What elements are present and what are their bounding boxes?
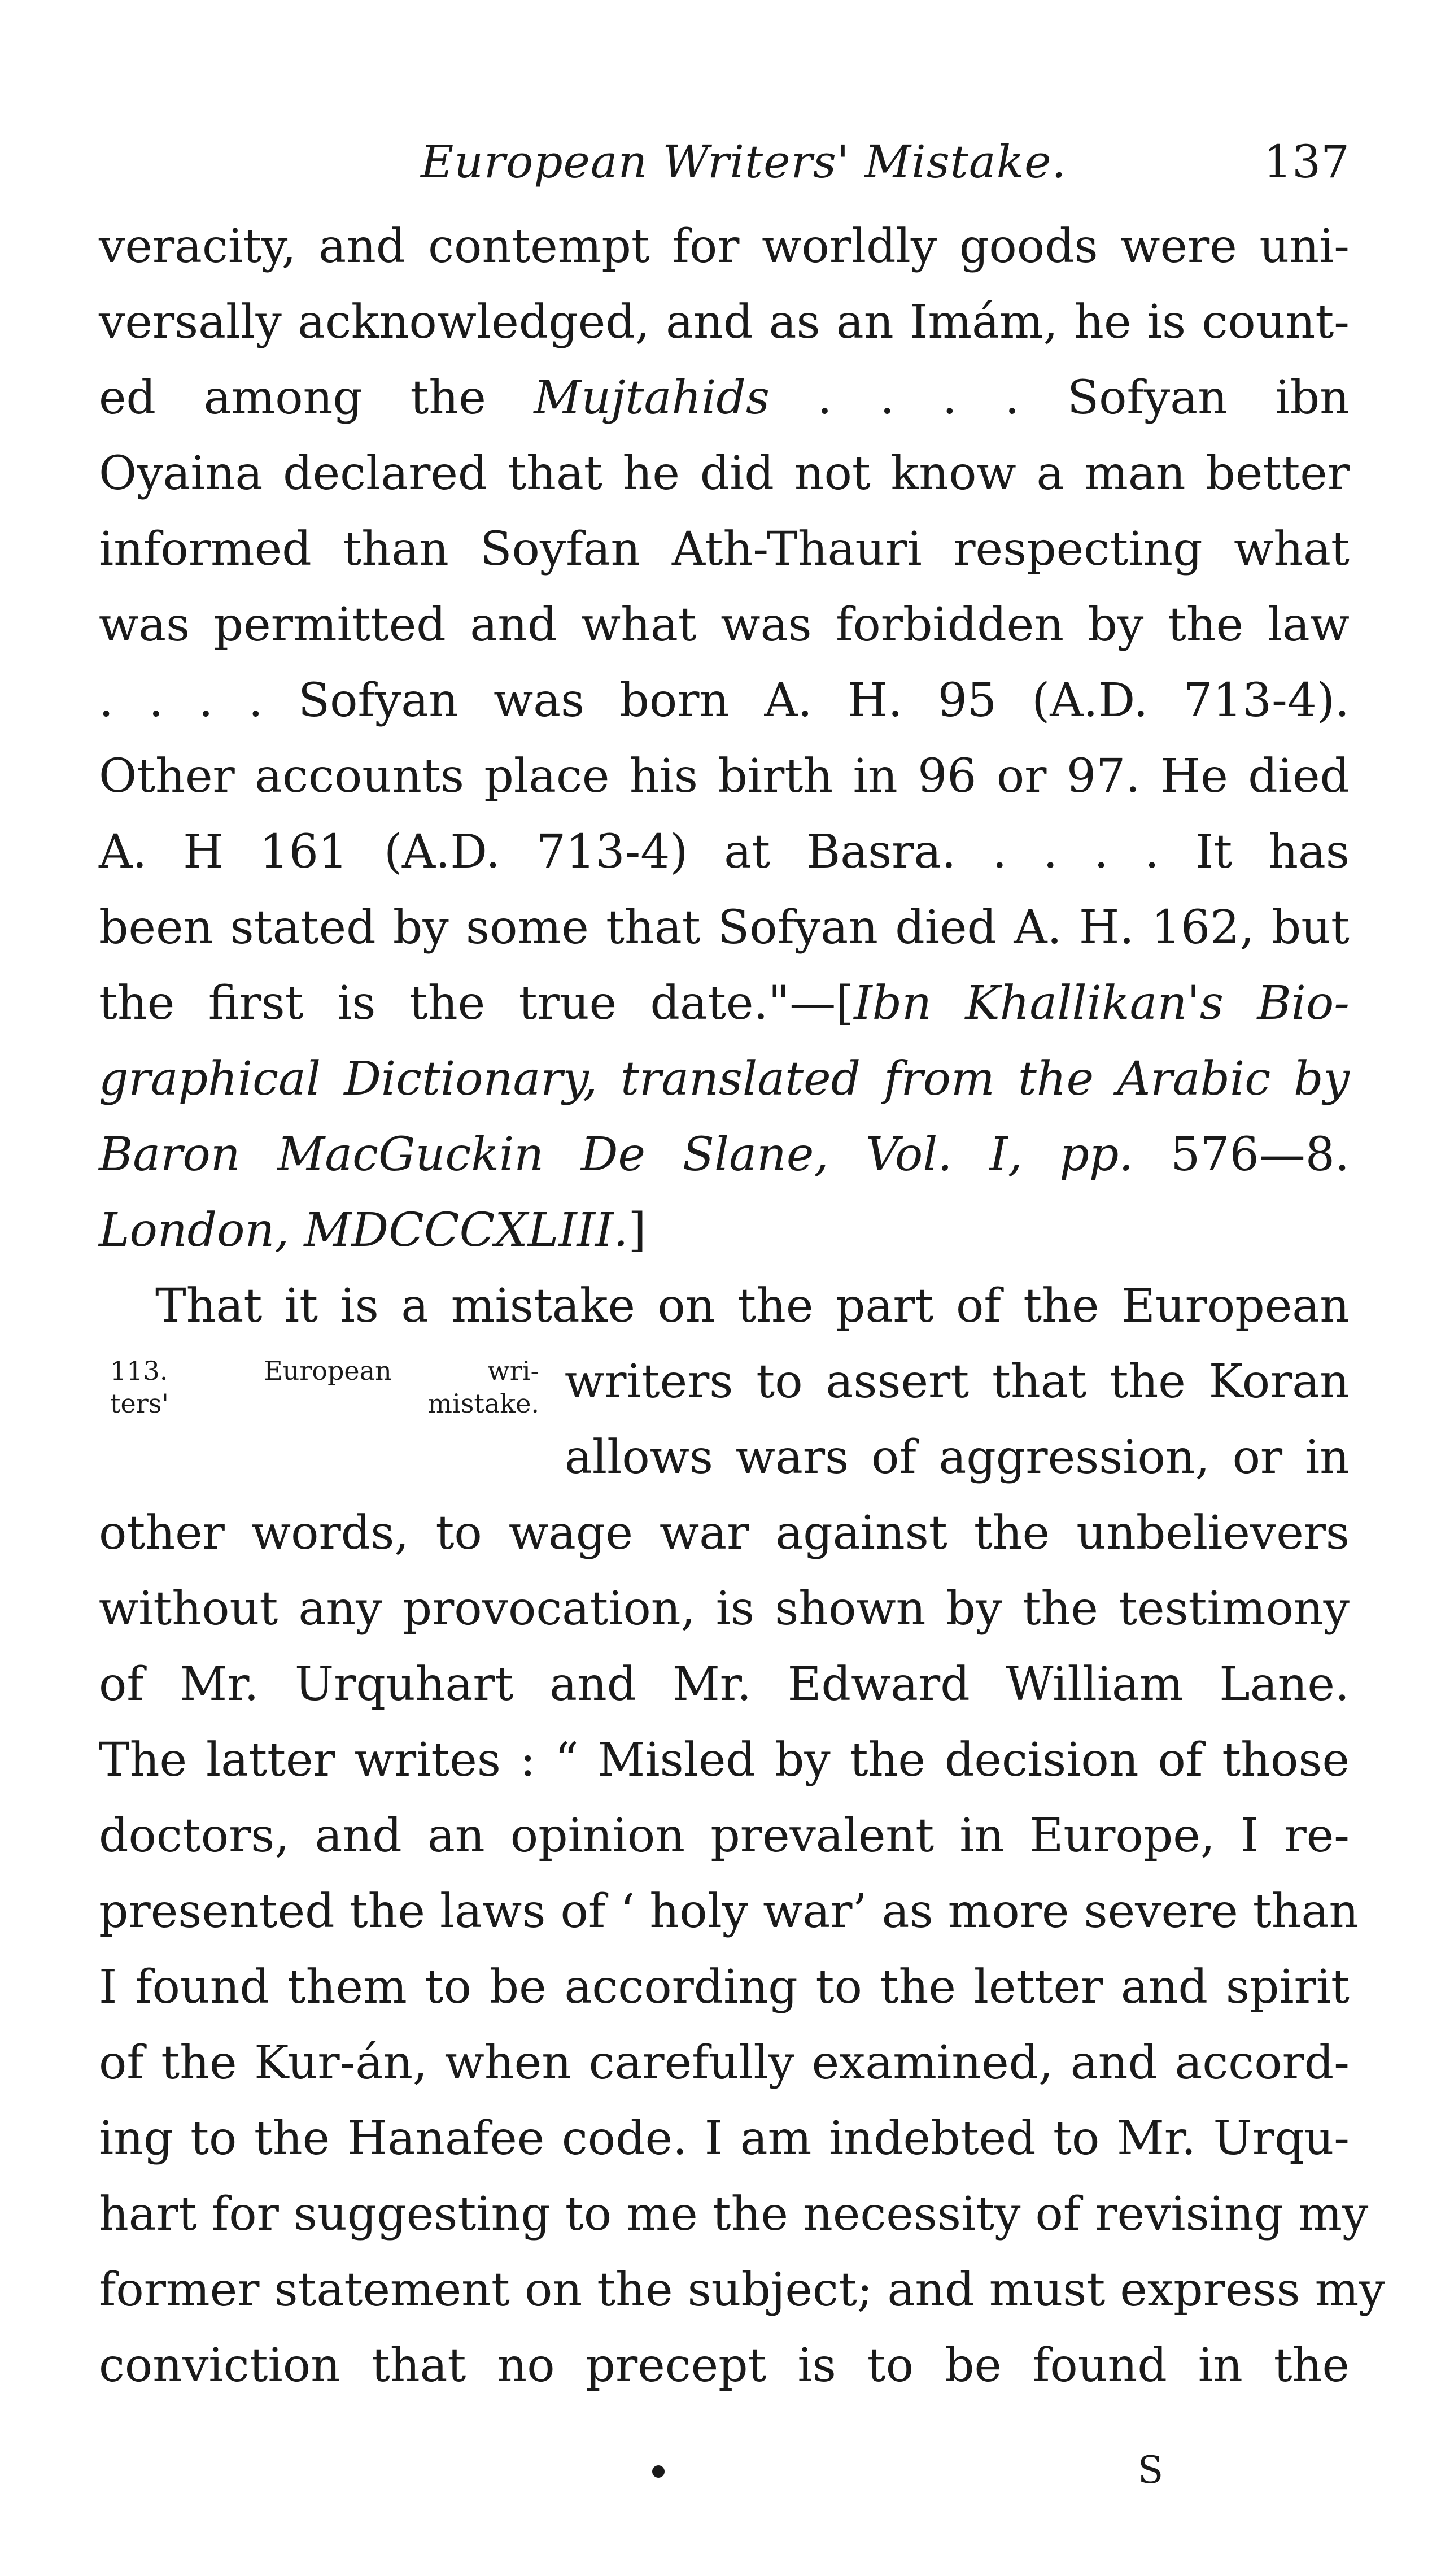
text-line: London, MDCCCXLIII.]: [99, 1204, 647, 1257]
text-line: informed than Soyfan Ath-Thauri respecting what: [99, 522, 1350, 576]
text-line: I found them to be according to the letter and spirit: [99, 1960, 1350, 2014]
text-line: Oyaina declared that he did not know a man better: [99, 447, 1350, 500]
text-line: allows wars of aggression, or in: [565, 1431, 1350, 1484]
text-line: . . . . Sofyan was born A. H. 95 (A.D. 713-4).: [99, 674, 1350, 727]
margin-row-1: [99, 1344, 1350, 1420]
page-number: 137: [1263, 136, 1350, 188]
text-line: the first is the true date."—[Ibn Khallikan's Bio-: [99, 977, 1350, 1030]
paragraph-2-first-line: That it is a mistake on the part of the European: [155, 1279, 1350, 1333]
text-line: without any provocation, is shown by the testimony: [99, 1582, 1350, 1636]
margin-note-line: 113. European wri-: [110, 1355, 539, 1386]
text-line: graphical Dictionary, translated from the Arabic by: [99, 1052, 1350, 1106]
margin-row-2: [99, 1420, 1350, 1496]
paragraph-1: [99, 209, 1385, 2404]
ink-dot: [652, 2465, 665, 2478]
margin-note: [110, 1354, 539, 1420]
text-line: former statement on the subject; and must express my: [99, 2263, 1385, 2317]
text-line: ing to the Hanafee code. I am indebted to Mr. Urqu-: [99, 2112, 1350, 2165]
text-line: writers to assert that the Koran: [565, 1355, 1350, 1409]
text-line: other words, to wage war against the unbelievers: [99, 1506, 1350, 1560]
text-line: of the Kur-án, when carefully examined, and accord-: [99, 2036, 1350, 2090]
running-title: European Writers' Mistake.: [421, 136, 1067, 188]
text-line: doctors, and an opinion prevalent in Europe, I re-: [99, 1809, 1350, 1863]
text-line: of Mr. Urquhart and Mr. Edward William Lane.: [99, 1658, 1350, 1711]
text-line: was permitted and what was forbidden by the law: [99, 598, 1350, 652]
margin-note-line: ters' mistake.: [110, 1388, 539, 1419]
book-page: [99, 136, 1385, 2404]
text-line: presented the laws of ‘ holy war’ as more severe than: [99, 1885, 1359, 1938]
text-line: veracity, and contempt for worldly goods were uni-: [99, 220, 1350, 273]
text-line: Baron MacGuckin De Slane, Vol. I, pp. 576—8.: [99, 1128, 1350, 1182]
text-line: A. H 161 (A.D. 713-4) at Basra. . . . . It has: [99, 825, 1350, 879]
text-line: hart for suggesting to me the necessity of revising my: [99, 2187, 1369, 2241]
text-line: Other accounts place his birth in 96 or 97. He died: [99, 749, 1350, 803]
text-line: been stated by some that Sofyan died A. H. 162, but: [99, 901, 1350, 954]
text-line: ed among the Mujtahids . . . . Sofyan ibn: [99, 371, 1350, 425]
text-line: conviction that no precept is to be found in the: [99, 2339, 1350, 2392]
signature-area: [0, 2446, 1441, 2513]
running-head: [99, 136, 1350, 203]
signature-mark: S: [1138, 2448, 1164, 2492]
text-line: The latter writes : “ Misled by the decision of those: [99, 1733, 1350, 1787]
text-line: versally acknowledged, and as an Imám, he is count-: [99, 295, 1350, 349]
